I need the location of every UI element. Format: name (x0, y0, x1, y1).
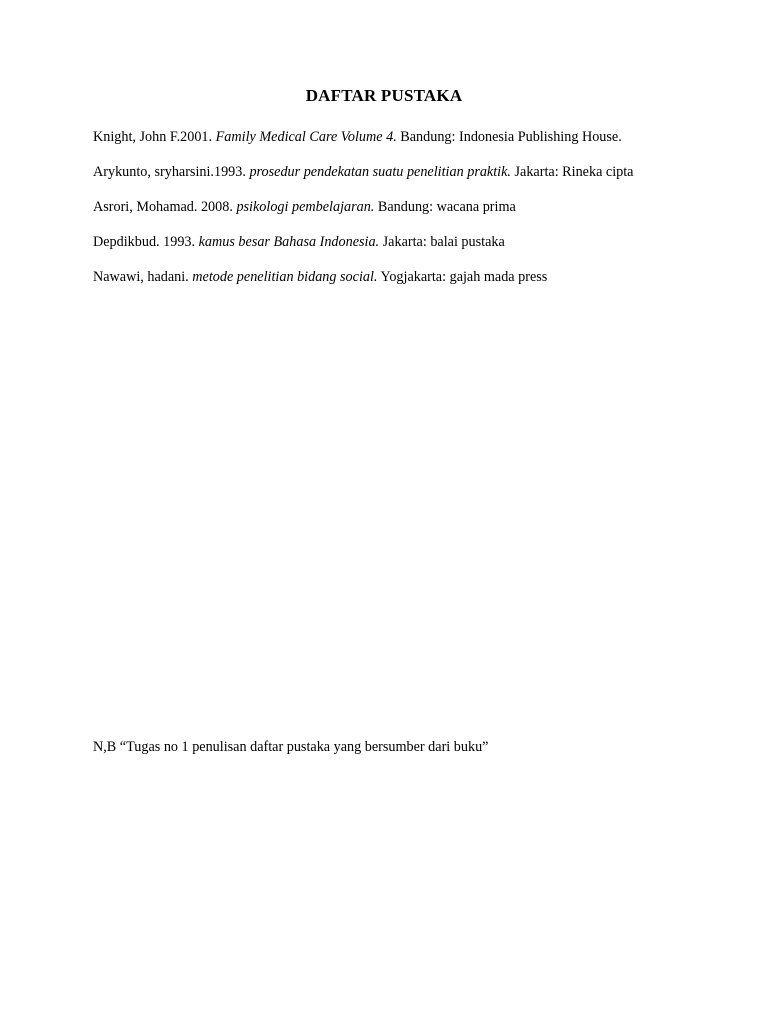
page-title: DAFTAR PUSTAKA (305, 86, 463, 105)
reference-item (93, 195, 676, 220)
reference-author-year: Arykunto, sryharsini.1993. (93, 164, 250, 180)
reference-title: metode penelitian bidang social. (192, 269, 378, 285)
reference-title: Family Medical Care Volume 4. (215, 129, 397, 145)
reference-item (93, 230, 676, 255)
reference-item (93, 160, 676, 185)
reference-publisher: Bandung: wacana prima (374, 199, 516, 215)
reference-author-year: Asrori, Mohamad. 2008. (93, 199, 237, 215)
reference-author-year: Nawawi, hadani. (93, 269, 193, 285)
reference-title: prosedur pendekatan suatu penelitian praktik. (249, 164, 511, 180)
assignment-note: N,B “Tugas no 1 penulisan daftar pustaka yang bersumber dari buku” (93, 739, 489, 755)
reference-list (93, 125, 676, 300)
reference-item (93, 265, 676, 290)
reference-author-year: Knight, John F.2001. (93, 129, 216, 145)
reference-title: kamus besar Bahasa Indonesia. (198, 234, 380, 250)
reference-publisher: Bandung: Indonesia Publishing House. (396, 129, 622, 145)
reference-title: psikologi pembelajaran. (236, 199, 375, 215)
reference-publisher: Yogjakarta: gajah mada press (377, 269, 548, 285)
reference-publisher: Jakarta: Rineka cipta (510, 164, 634, 180)
reference-publisher: Jakarta: balai pustaka (379, 234, 505, 250)
reference-author-year: Depdikbud. 1993. (93, 234, 199, 250)
reference-item (93, 125, 676, 150)
